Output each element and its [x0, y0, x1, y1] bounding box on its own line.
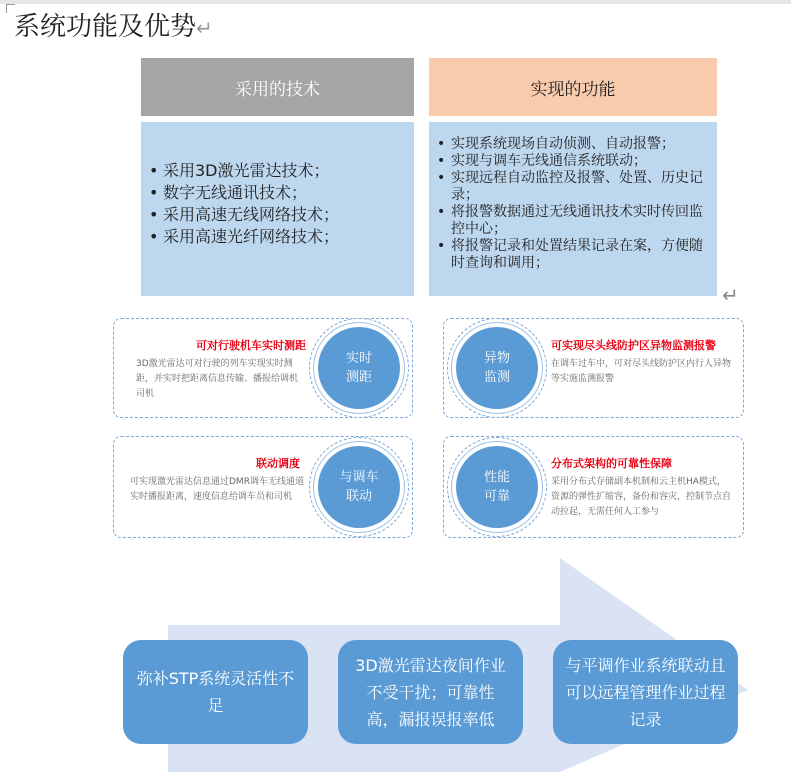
paragraph-mark-icon: ↵ — [196, 16, 213, 40]
feature-title: 可对行驶机车实时测距 — [196, 339, 306, 352]
circle-line: 可靠 — [483, 489, 510, 504]
feature-description: 可实现激光雷达信息通过DMR调车无线通道实时播报距离，速度信息给调车员和司机 — [130, 477, 304, 502]
paragraph-mark-icon: ↵ — [722, 283, 739, 307]
circle-line: 异物 — [483, 351, 510, 366]
feature-description: 3D激光雷达可对行驶的列车实现实时测距，并实时把距离信息传输、播报给调机司机 — [136, 359, 299, 399]
feature-description: 采用分布式存储副本机制和云主机HA模式，资源的弹性扩缩容，备份和容灾，控制节点自动拉起，无需任何人工参与 — [551, 477, 732, 517]
technology-item: • 数字无线通讯技术； — [147, 182, 406, 204]
feature-title: 联动调度 — [256, 457, 300, 470]
technology-item: • 采用高速无线网络技术； — [147, 204, 406, 226]
function-item: • 将报警记录和处置结果记录在案，方便随时查询和调用； — [435, 238, 707, 272]
advantage-text: 与平调作业系统联动且可以远程管理作业过程记录 — [565, 655, 726, 729]
function-item: • 实现远程自动监控及报警、处置、历史记录； — [435, 170, 707, 204]
circle-line: 性能 — [483, 470, 510, 485]
heading-text: 系统功能及优势 — [14, 12, 197, 42]
feature-title: 分布式架构的可靠性保障 — [551, 457, 672, 470]
function-item: • 实现与调车无线通信系统联动； — [435, 153, 707, 170]
technology-item: • 采用高速光纤网络技术； — [147, 226, 406, 248]
function-item: • 实现系统现场自动侦测、自动报警； — [435, 136, 707, 153]
circle-line: 实时 — [345, 351, 372, 366]
advantage-box-linkage — [553, 640, 738, 744]
circle-line: 联动 — [345, 489, 372, 504]
advantage-box-lidar — [338, 640, 523, 744]
function-header-label: 实现的功能 — [530, 79, 616, 100]
advantage-text: 弥补STP系统灵活性不足 — [136, 669, 295, 715]
advantage-text: 3D激光雷达夜间作业不受干扰；可靠性高，漏报误报率低 — [355, 655, 506, 729]
technology-header-label: 采用的技术 — [235, 79, 320, 100]
feature-description: 在调车过车中，可对尽头线防护区内行人异物等实施监测报警 — [551, 359, 732, 384]
feature-title: 可实现尽头线防护区异物监测报警 — [551, 339, 716, 352]
circle-line: 与调车 — [339, 470, 379, 485]
advantage-box-stp — [123, 640, 308, 744]
circle-line: 监测 — [483, 370, 510, 385]
technology-item: • 采用3D激光雷达技术； — [147, 160, 406, 182]
circle-line: 测距 — [345, 370, 372, 385]
function-item: • 将报警数据通过无线通讯技术实时传回监控中心； — [435, 204, 707, 238]
